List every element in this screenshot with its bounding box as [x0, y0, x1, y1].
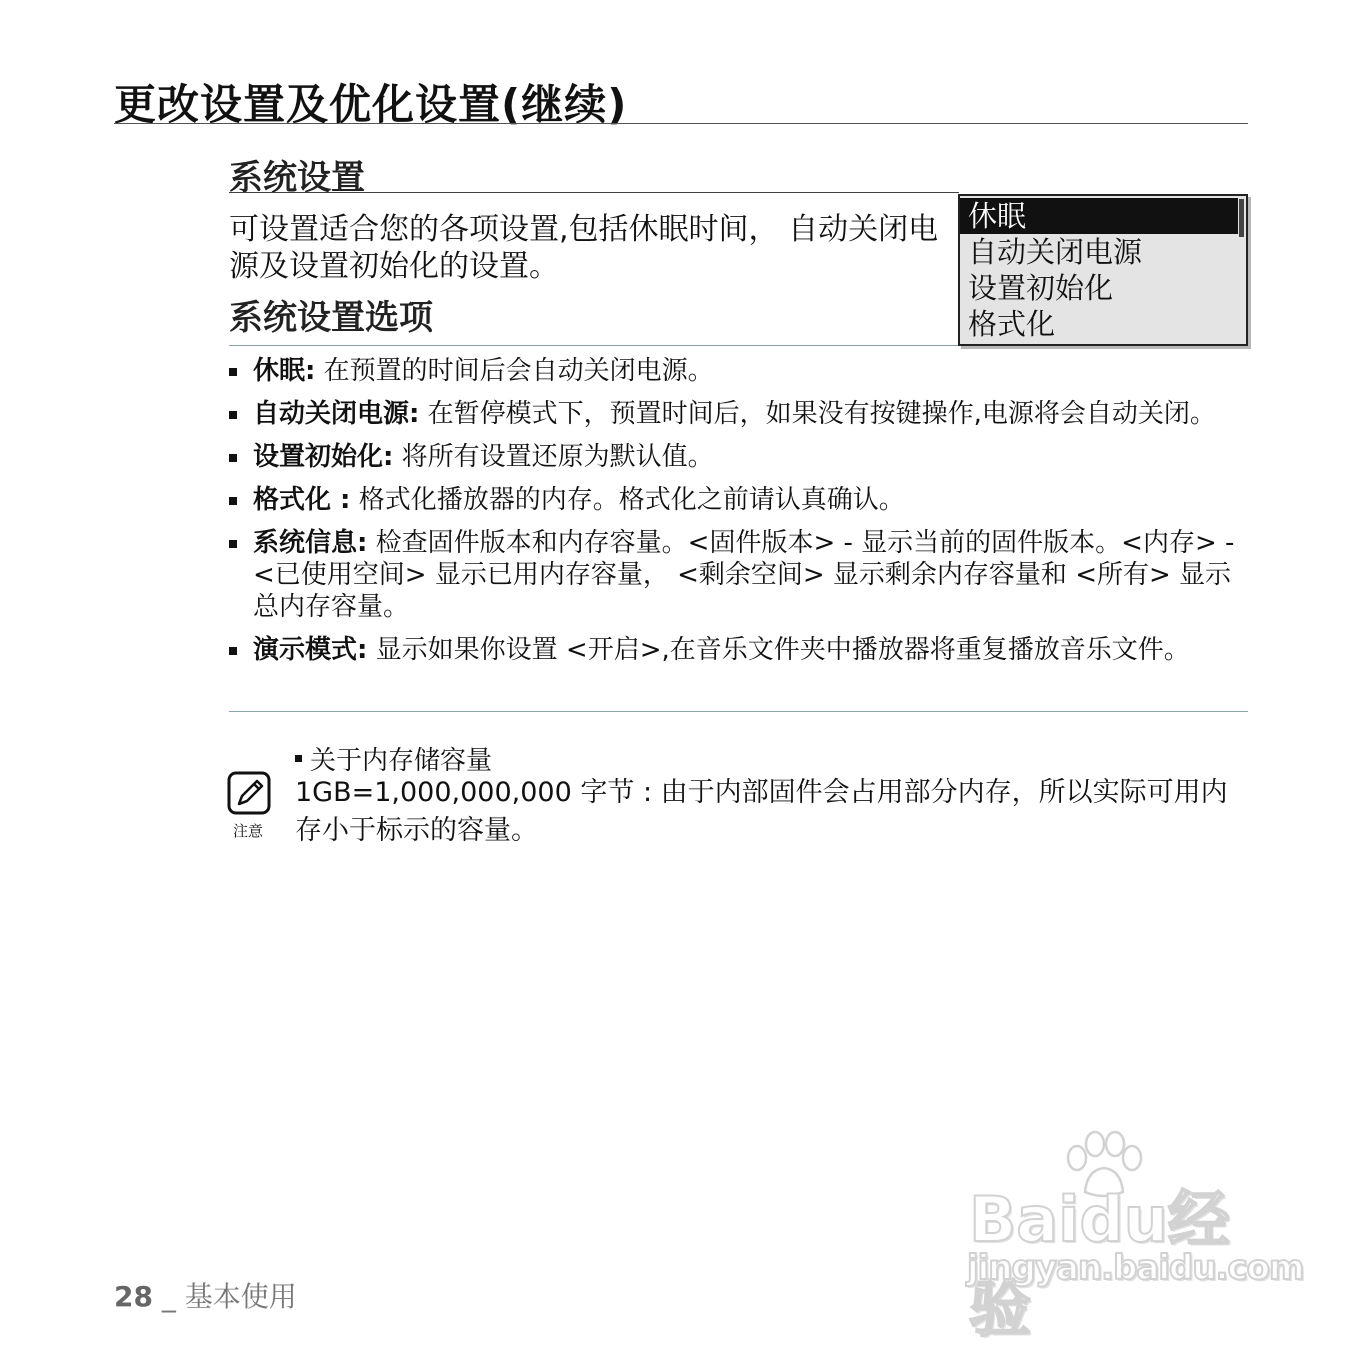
baidu-watermark [965, 1130, 1304, 1345]
page-footer [114, 1275, 297, 1315]
option-term: 设置初始化: [253, 442, 394, 472]
list-item [229, 527, 1239, 623]
note-label: 注意 [233, 822, 264, 840]
page-number: 28 [114, 1280, 153, 1313]
option-term: 自动关闭电源: [253, 399, 420, 429]
watermark-url: jingyan.baidu.com [967, 1248, 1304, 1288]
note-title [295, 740, 492, 777]
option-term: 系统信息: [253, 528, 368, 558]
bullet-icon [295, 755, 302, 762]
menu-scrollbar [1239, 199, 1244, 237]
option-term: 演示模式: [253, 635, 368, 665]
bullet-icon [229, 368, 237, 376]
title-divider [114, 123, 1248, 124]
menu-item-sleep: 休眠 [960, 198, 1238, 234]
note-body: 1GB=1,000,000,000 字节 : 由于内部固件会占用部分内存，所以实际可用内存小于标示的容量。 [295, 777, 1228, 846]
menu-item-reset-settings: 设置初始化 [968, 271, 1114, 305]
bullet-icon [229, 647, 237, 655]
list-divider [229, 711, 1248, 712]
bullet-icon [229, 540, 237, 548]
menu-item-format: 格式化 [968, 307, 1056, 341]
option-description: 格式化播放器的内存。格式化之前请认真确认。 [350, 485, 905, 515]
bullet-icon [229, 454, 237, 462]
note-pencil-icon [227, 771, 271, 815]
option-description: 检查固件版本和内存容量。<固件版本> - 显示当前的固件版本。<内存> - <已使用空间> 显示已用内存容量， <剩余空间> 显示剩余内存容量和 <所有> 显示总内存容量。 [253, 528, 1235, 622]
section-divider [229, 192, 959, 193]
footer-section-name: 基本使用 [184, 1280, 297, 1313]
option-description: 在预置的时间后会自动关闭电源。 [315, 356, 714, 386]
option-term: 格式化 : [253, 485, 351, 515]
option-description: 将所有设置还原为默认值。 [393, 442, 714, 472]
list-item [229, 634, 1239, 666]
section-heading: 系统设置 [229, 158, 365, 198]
menu-item-auto-power-off: 自动关闭电源 [968, 235, 1143, 269]
options-list [229, 355, 1239, 677]
intro-paragraph: 可设置适合您的各项设置,包括休眠时间， 自动关闭电源及设置初始化的设置。 [229, 212, 939, 284]
list-item [229, 398, 1239, 430]
bullet-icon [229, 497, 237, 505]
list-item [229, 355, 1239, 387]
list-item [229, 484, 1239, 516]
list-item [229, 441, 1239, 473]
footer-separator: _ [161, 1280, 176, 1313]
bullet-icon [229, 411, 237, 419]
watermark-brand: Baidu经验 [969, 1183, 1230, 1345]
option-term: 休眠: [253, 356, 316, 386]
option-description: 在暂停模式下，预置时间后，如果没有按键操作,电源将会自动关闭。 [419, 399, 1216, 429]
device-menu-screenshot [958, 194, 1248, 346]
options-divider [229, 345, 959, 346]
options-heading: 系统设置选项 [229, 298, 433, 338]
note-title-text: 关于内存储容量 [310, 746, 493, 776]
option-description: 显示如果你设置 <开启>,在音乐文件夹中播放器将重复播放音乐文件。 [367, 635, 1190, 665]
page-title: 更改设置及优化设置(继续) [114, 80, 628, 129]
